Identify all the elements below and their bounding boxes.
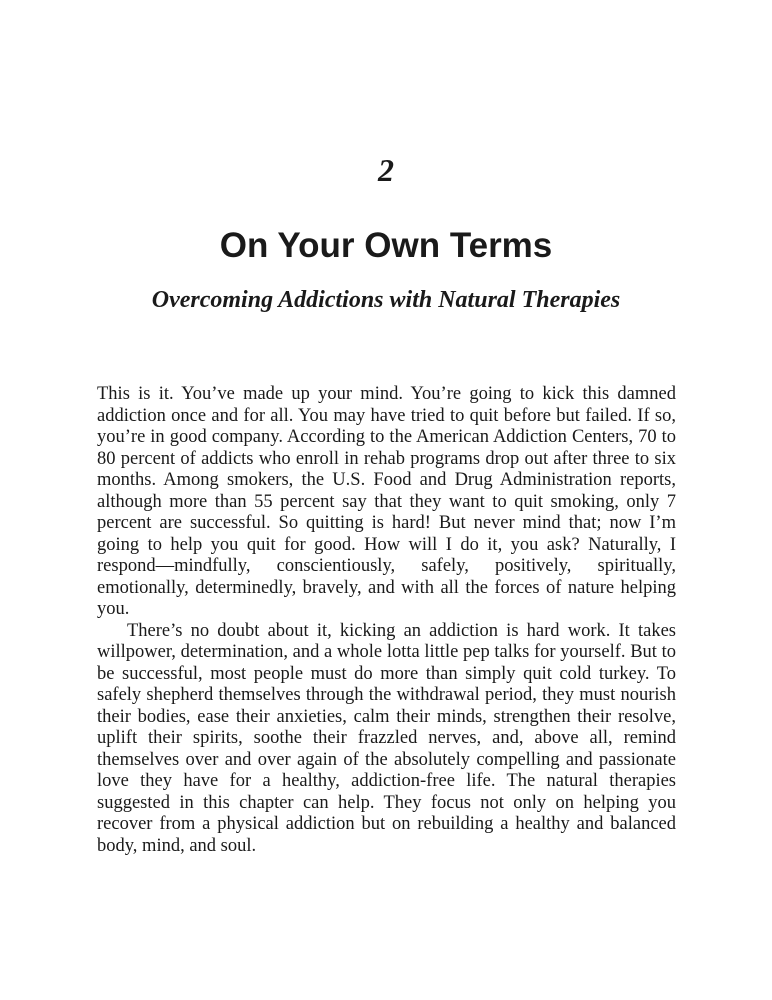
- chapter-number: 2: [378, 152, 394, 188]
- chapter-title: On Your Own Terms: [219, 226, 553, 265]
- chapter-subtitle: Overcoming Addictions with Natural Therapies: [151, 287, 621, 313]
- body-paragraph: This is it. You’ve made up your mind. You’re going to kick this damned addiction once and for all. You may have tried to quit before but failed. If so, you’re in good company. According to the American Addiction Centers, 70 to 80 percent of addicts who enroll in rehab programs drop out after three to six months. Among smokers, the U.S. Food and Drug Administration reports, although more than 55 percent say that they want to quit smoking, only 7 percent are successful. So quitting is hard! But never mind that; now I’m going to help you quit for good. How will I do it, you ask? Naturally, I respond—mindfully, conscientiously, safely, positively, spiritually, emotionally, determinedly, bravely, and with all the forces of nature helping you.: [97, 384, 676, 619]
- chapter-body: [97, 384, 676, 857]
- body-paragraph: There’s no doubt about it, kicking an addiction is hard work. It takes willpower, determination, and a whole lotta little pep talks for yourself. But to be successful, most people must do more than simply quit cold turkey. To safely shepherd themselves through the withdrawal period, they must nourish their bodies, ease their anxieties, calm their minds, strengthen their resolve, uplift their spirits, soothe their frazzled nerves, and, above all, remind themselves over and over again of the absolutely compelling and passionate love they have for a healthy, addiction-free life. The natural therapies suggested in this chapter can help. They focus not only on helping you recover from a physical addiction but on rebuilding a healthy and balanced body, mind, and soul.: [97, 620, 676, 856]
